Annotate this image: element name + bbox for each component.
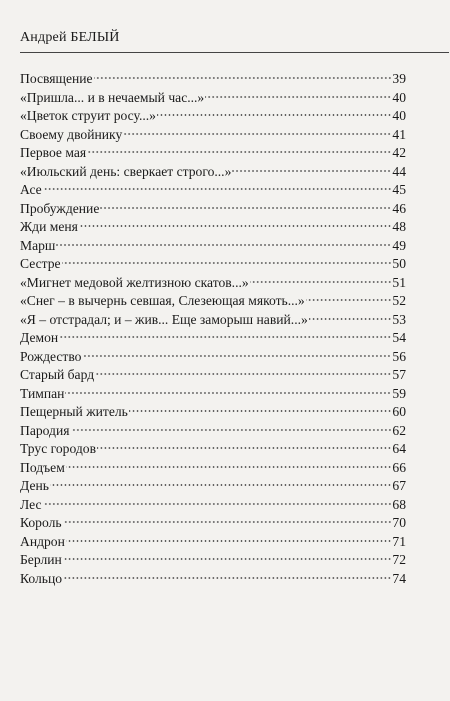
toc-entry-title: Старый бард xyxy=(20,367,95,382)
toc-entry xyxy=(20,477,406,496)
toc-entry xyxy=(20,107,406,126)
toc-entry-title: Первое мая xyxy=(20,145,87,160)
dot-leader xyxy=(63,576,391,580)
dot-leader xyxy=(306,298,392,302)
dot-leader xyxy=(82,354,391,358)
toc-entry-page-number: 45 xyxy=(392,182,406,197)
dot-leader xyxy=(205,95,391,99)
toc-entry-page-number: 66 xyxy=(392,459,406,475)
toc-entry-title: Рождество xyxy=(20,348,82,364)
toc-entry xyxy=(20,366,406,385)
dot-leader xyxy=(232,169,391,173)
dot-leader xyxy=(63,557,392,561)
toc-entry-page-number: 41 xyxy=(392,126,406,142)
dot-leader xyxy=(79,224,391,228)
toc-entry xyxy=(20,89,406,108)
toc-entry-page-number: 53 xyxy=(392,311,406,327)
toc-entry xyxy=(20,255,406,274)
dot-leader xyxy=(309,317,392,321)
toc-entry-title: Пробуждение xyxy=(20,200,100,216)
dot-leader xyxy=(157,113,391,117)
toc-entry-page-number: 50 xyxy=(392,256,406,271)
toc-entry-page-number: 52 xyxy=(392,293,406,308)
toc-entry-title: Король xyxy=(20,515,62,530)
toc-entry-title: Трус городов xyxy=(20,441,96,456)
toc-entry-title: Пародия xyxy=(20,422,70,438)
toc-entry xyxy=(20,70,406,89)
dot-leader xyxy=(43,187,392,191)
toc-entry-page-number: 44 xyxy=(392,163,406,179)
toc-entry xyxy=(20,126,406,145)
running-head-author: Андрей БЕЛЫЙ xyxy=(20,30,120,45)
toc-entry-page-number: 67 xyxy=(392,478,406,493)
dot-leader xyxy=(87,150,391,154)
toc-entry-page-number: 56 xyxy=(392,348,406,364)
dot-leader xyxy=(95,372,391,376)
dot-leader xyxy=(250,280,392,284)
toc-entry-title: Марш xyxy=(20,237,56,253)
dot-leader xyxy=(63,520,392,524)
dot-leader xyxy=(129,409,392,413)
toc-entry xyxy=(20,237,406,256)
dot-leader xyxy=(123,132,391,136)
toc-entry-page-number: 60 xyxy=(392,404,406,419)
toc-entry-page-number: 42 xyxy=(392,145,406,160)
toc-entry-title: День xyxy=(20,478,49,493)
toc-entry xyxy=(20,496,406,515)
toc-entry xyxy=(20,551,406,570)
dot-leader xyxy=(62,261,392,265)
toc-entry-page-number: 54 xyxy=(392,330,406,345)
dot-leader xyxy=(65,391,391,395)
toc-entry xyxy=(20,181,406,200)
toc-entry-title: «Я – отстрадал; и – жив... Еще заморыш навий...» xyxy=(20,311,308,327)
toc-entry-page-number: 72 xyxy=(392,552,406,567)
toc-entry-page-number: 49 xyxy=(392,237,406,253)
toc-entry-page-number: 40 xyxy=(392,89,406,105)
dot-leader xyxy=(66,539,392,543)
dot-leader xyxy=(43,502,392,506)
toc-entry xyxy=(20,422,406,441)
toc-entry-page-number: 46 xyxy=(392,200,406,216)
toc-entry-title: «Мигнет медовой желтизною скатов...» xyxy=(20,274,249,290)
toc-entry-title: Лес xyxy=(20,496,42,512)
toc-entry-title: Демон xyxy=(20,330,59,345)
toc-entry-page-number: 51 xyxy=(392,274,406,290)
toc-entry xyxy=(20,570,406,589)
toc-entry xyxy=(20,329,406,348)
toc-entry xyxy=(20,311,406,330)
toc-entry xyxy=(20,533,406,552)
toc-entry-title: Кольцо xyxy=(20,570,63,586)
toc-entry-title: «Пришла... и в нечаемый час...» xyxy=(20,89,205,105)
toc-entry xyxy=(20,514,406,533)
toc-entry xyxy=(20,403,406,422)
dot-leader xyxy=(66,465,392,469)
toc-entry-title: Посвящение xyxy=(20,71,93,86)
dot-leader xyxy=(100,206,391,210)
dot-leader xyxy=(97,446,391,450)
toc-entry-title: Пещерный житель xyxy=(20,404,128,419)
toc-entry-page-number: 68 xyxy=(392,496,406,512)
dot-leader xyxy=(71,428,392,432)
toc-entry xyxy=(20,200,406,219)
toc-entry-page-number: 70 xyxy=(392,515,406,530)
toc-entry-title: Своему двойнику xyxy=(20,126,123,142)
toc-entry-title: «Снег – в вычернь севшая, Слезеющая мякоть...» xyxy=(20,293,305,308)
dot-leader xyxy=(59,335,391,339)
toc-entry-page-number: 40 xyxy=(392,108,406,123)
toc-entry-title: Андрон xyxy=(20,533,65,549)
toc-entry-page-number: 57 xyxy=(392,367,406,382)
toc-entry xyxy=(20,385,406,404)
toc-entry xyxy=(20,459,406,478)
toc-entry xyxy=(20,440,406,459)
toc-entry-page-number: 62 xyxy=(392,422,406,438)
dot-leader xyxy=(94,76,392,80)
toc-entry-page-number: 71 xyxy=(392,533,406,549)
toc-entry-title: Тимпан xyxy=(20,385,65,401)
toc-entry-page-number: 64 xyxy=(392,441,406,456)
dot-leader xyxy=(50,483,391,487)
dot-leader xyxy=(56,243,391,247)
toc-entry xyxy=(20,144,406,163)
toc-entry xyxy=(20,218,406,237)
toc-entry-title: Сестре xyxy=(20,256,61,271)
header-rule xyxy=(20,52,449,53)
toc-entry-title: «Цветок струит росу...» xyxy=(20,108,156,123)
toc-entry-title: Берлин xyxy=(20,552,62,567)
toc-entry xyxy=(20,274,406,293)
toc-entry-title: Жди меня xyxy=(20,219,78,234)
toc-entry-title: Подъем xyxy=(20,459,65,475)
toc-entry-page-number: 39 xyxy=(392,71,406,86)
toc-entry-page-number: 59 xyxy=(392,385,406,401)
toc-entry-page-number: 48 xyxy=(392,219,406,234)
toc-entry xyxy=(20,163,406,182)
toc-entry xyxy=(20,348,406,367)
toc-entry-title: «Июльский день: сверкает строго...» xyxy=(20,163,232,179)
toc-entry-title: Асе xyxy=(20,182,42,197)
toc-entry xyxy=(20,292,406,311)
table-of-contents xyxy=(20,70,406,588)
toc-entry-page-number: 74 xyxy=(392,570,406,586)
